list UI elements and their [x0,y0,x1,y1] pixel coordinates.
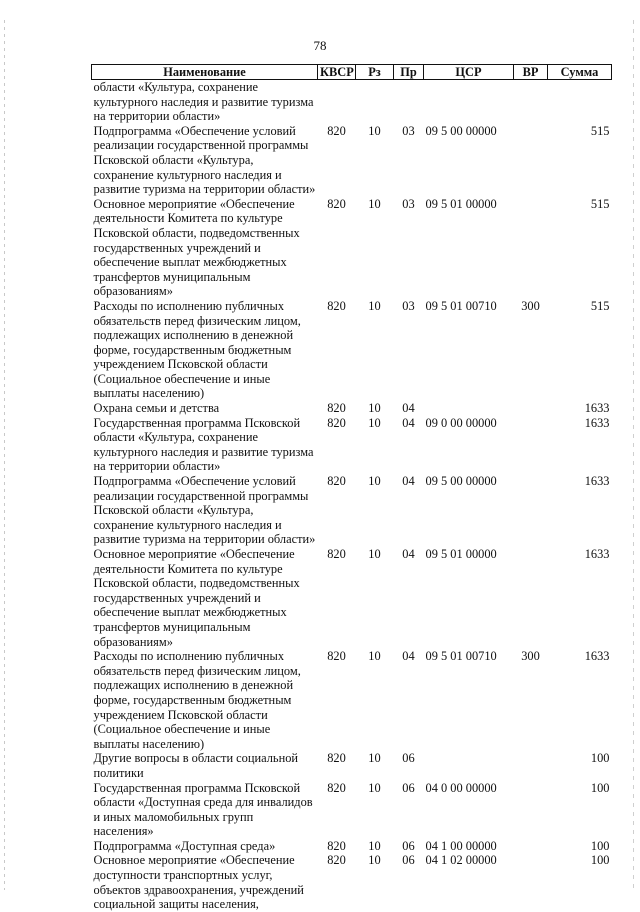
cell-pr: 03 [402,123,415,138]
cell-vr [514,401,548,416]
cell-rz: 10 [368,123,381,138]
cell-csr: 09 5 01 00000 [425,547,497,561]
cell-name: Расходы по исполнению публичных обязательств перед физическим лицом, подлежащих исполнению в денежной форме, государственным бюджетным учреждением Псковской области (Социальное обеспечение и иные выплаты населению) [93,298,301,401]
cell-name: области «Культура, сохранение культурного наследия и развитие туризма на территории области» [93,80,314,124]
cell-kvsr: 820 [327,780,346,795]
cell-vr [514,547,548,649]
cell-sum: 1633 [584,547,610,561]
header-pr: Пр [394,65,424,80]
cell-vr [514,781,548,839]
cell-pr: 06 [402,751,415,766]
table-row [92,781,612,839]
cell-csr [424,401,514,416]
cell-rz: 10 [368,838,381,853]
cell-pr: 04 [402,547,415,561]
cell-kvsr: 820 [327,401,346,416]
cell-rz: 10 [368,474,381,489]
cell-vr [514,751,548,780]
cell-rz: 10 [368,751,381,766]
cell-pr: 03 [402,196,415,211]
cell-vr [514,416,548,474]
cell-name: Охрана семьи и детства [93,401,220,416]
cell-name: Подпрограмма «Обеспечение условий реализации государственной программы Псковской области «Культура, сохранение культурного наследия и развитие туризма на территории области» [93,123,316,197]
cell-pr: 04 [402,649,415,664]
scan-edge-right [633,20,634,890]
cell-pr: 04 [402,415,415,430]
cell-kvsr: 820 [327,196,346,211]
cell-sum: 515 [590,298,610,313]
cell-csr: 04 0 00 00000 [425,780,497,795]
cell-pr: 06 [402,838,415,853]
cell-sum: 100 [590,780,610,795]
table-row [92,649,612,751]
cell-sum: 1633 [584,401,610,416]
cell-vr [514,124,548,197]
cell-rz: 10 [368,415,381,430]
cell-kvsr [318,80,356,124]
table-row [92,547,612,649]
table-row [92,124,612,197]
cell-csr: 09 5 01 00710 [425,298,497,313]
cell-name: Государственная программа Псковской области «Доступная среда для инвалидов и иных маломобильных групп населения» [93,780,313,839]
header-kvsr: КВСР [318,65,356,80]
table-row [92,751,612,780]
cell-pr [394,80,424,124]
cell-vr [514,839,548,854]
table-row [92,299,612,401]
cell-sum: 1633 [584,649,610,664]
table-row [92,197,612,299]
cell-sum: 100 [590,838,610,853]
scan-edge-left [4,20,5,890]
cell-sum: 515 [590,196,610,211]
cell-csr: 09 0 00 00000 [425,415,497,430]
cell-vr [514,80,548,124]
cell-name: Основное мероприятие «Обеспечение доступности транспортных услуг, объектов здравоохранения, учреждений социальной защиты населения, [93,853,304,912]
cell-kvsr: 820 [327,853,346,868]
cell-csr: 04 1 00 00000 [425,838,497,853]
cell-sum [548,80,612,124]
cell-kvsr: 820 [327,547,346,561]
cell-kvsr: 820 [327,838,346,853]
cell-rz: 10 [368,298,381,313]
cell-kvsr: 820 [327,415,346,430]
cell-kvsr: 820 [327,751,346,766]
cell-csr: 09 5 00 00000 [425,123,497,138]
cell-kvsr: 820 [327,474,346,489]
header-name: Наименование [92,65,318,80]
cell-kvsr: 820 [327,298,346,313]
cell-name: Основное мероприятие «Обеспечение деятельности Комитета по культуре Псковской области, подведомственных государственных учреждений и обеспечение выплат межбюджетных трансфертов муниципальным образованиям» [93,196,300,299]
cell-vr [514,197,548,299]
table-row [92,853,612,911]
cell-csr [424,751,514,780]
cell-rz: 10 [368,853,381,868]
table-row [92,839,612,854]
cell-vr [514,474,548,547]
page-number: 78 [313,38,327,53]
cell-pr: 04 [402,474,415,489]
cell-rz: 10 [368,547,381,561]
budget-table [91,64,612,912]
cell-name: Подпрограмма «Доступная среда» [93,838,276,853]
cell-rz: 10 [368,780,381,795]
table-row [92,416,612,474]
cell-vr: 300 [521,298,540,313]
header-rz: Рз [356,65,394,80]
cell-sum: 1633 [584,415,610,430]
cell-sum: 100 [590,751,610,766]
cell-name: Основное мероприятие «Обеспечение деятельности Комитета по культуре Псковской области, подведомственных государственных учреждений и обеспечение выплат межбюджетных трансфертов муниципальным образованиям» [93,547,300,649]
header-vr: ВР [514,65,548,80]
cell-sum: 515 [590,123,610,138]
cell-csr: 09 5 00 00000 [425,474,497,489]
cell-kvsr: 820 [327,649,346,664]
cell-vr [514,853,548,911]
cell-pr: 03 [402,298,415,313]
table-row [92,80,612,124]
cell-csr [424,80,514,124]
table-header-row [92,65,612,80]
cell-csr: 04 1 02 00000 [425,853,497,868]
cell-name: Государственная программа Псковской области «Культура, сохранение культурного наследия и развитие туризма на территории области» [93,415,314,474]
table-row [92,474,612,547]
cell-rz: 10 [368,649,381,664]
cell-name: Расходы по исполнению публичных обязательств перед физическим лицом, подлежащих исполнению в денежной форме, государственным бюджетным учреждением Псковской области (Социальное обеспечение и иные выплаты населению) [93,649,301,751]
cell-csr: 09 5 01 00710 [425,649,497,664]
cell-name: Другие вопросы в области социальной политики [93,751,299,780]
cell-name: Подпрограмма «Обеспечение условий реализации государственной программы Псковской области «Культура, сохранение культурного наследия и развитие туризма на территории области» [93,474,316,547]
cell-rz [356,80,394,124]
cell-sum: 1633 [584,474,610,489]
cell-rz: 10 [368,401,381,416]
cell-pr: 06 [402,780,415,795]
cell-csr: 09 5 01 00000 [425,196,497,211]
cell-pr: 04 [402,401,415,416]
header-csr: ЦСР [424,65,514,80]
cell-kvsr: 820 [327,123,346,138]
header-sum: Сумма [548,65,612,80]
cell-vr: 300 [521,649,540,664]
cell-sum: 100 [590,853,610,868]
table-row [92,401,612,416]
cell-rz: 10 [368,196,381,211]
cell-pr: 06 [402,853,415,868]
